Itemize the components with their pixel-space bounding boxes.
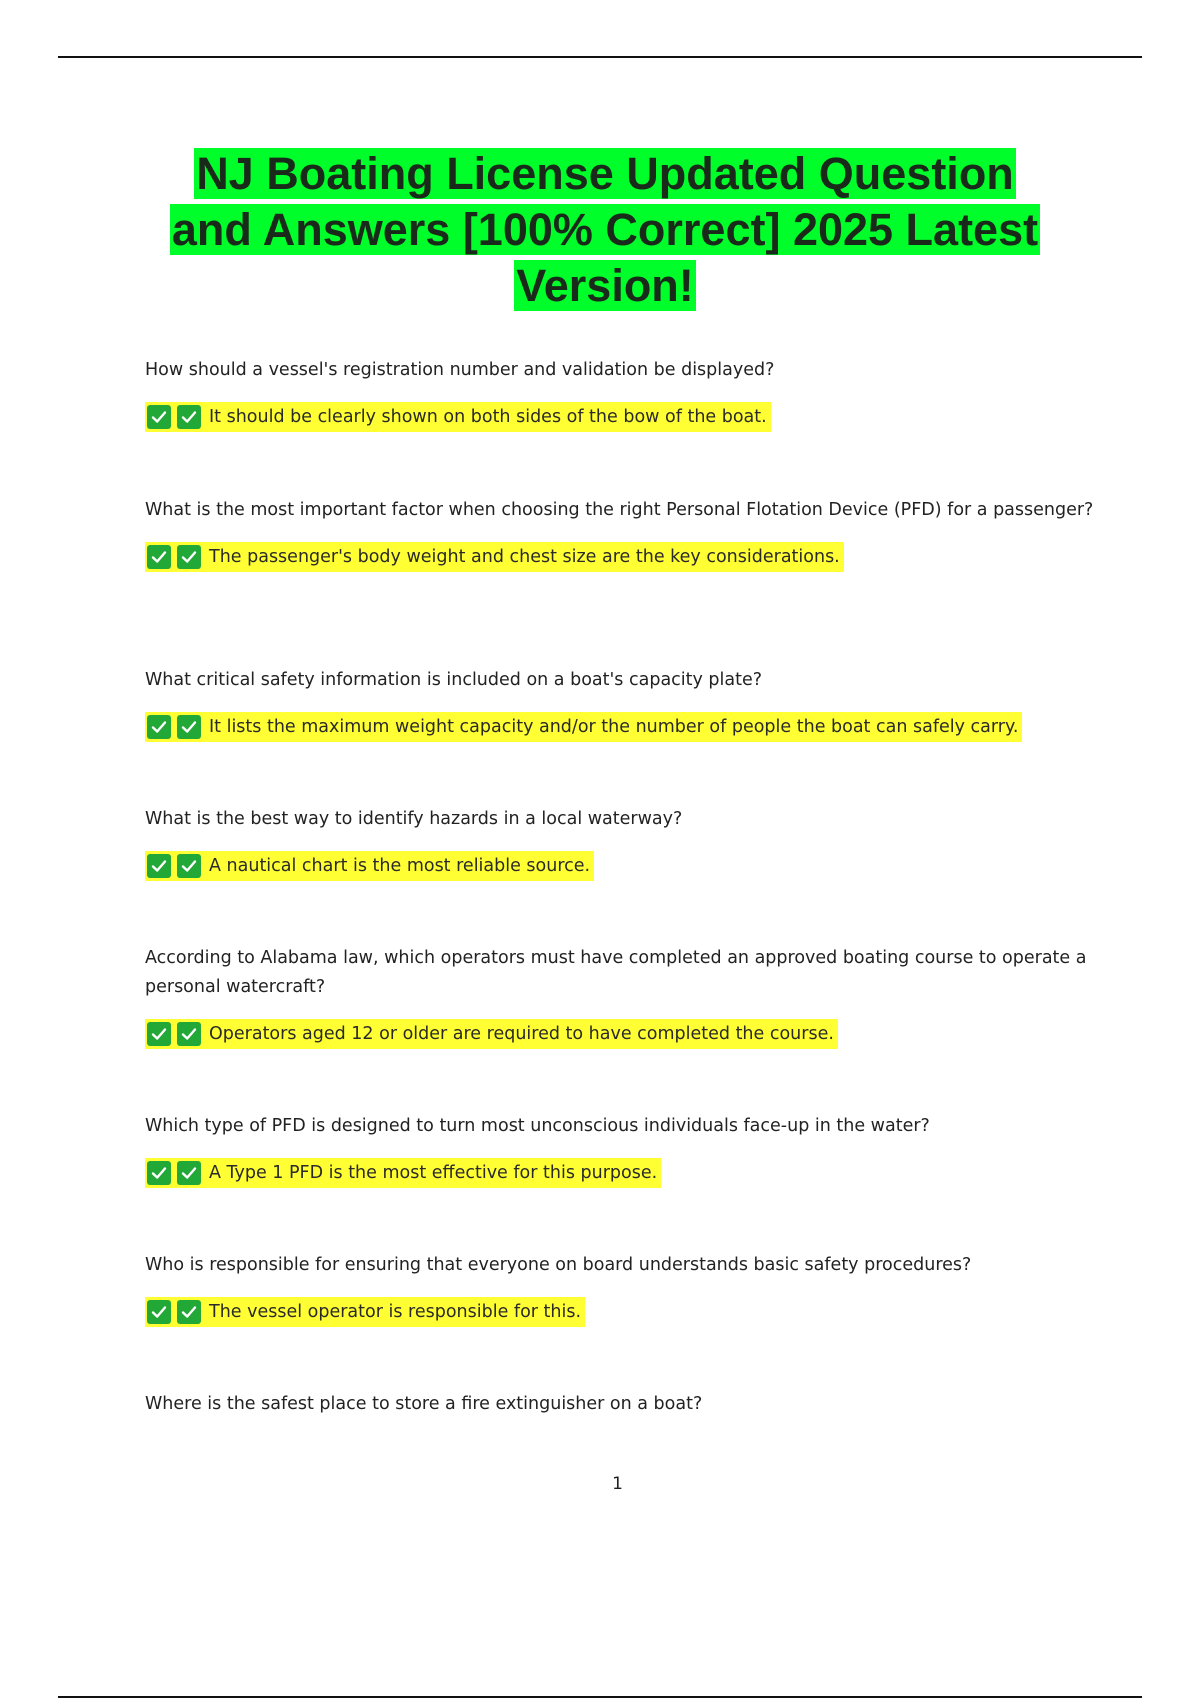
check-box-icon — [147, 405, 171, 429]
qa-item — [145, 496, 1100, 666]
title-line-3: Version! — [516, 260, 694, 311]
answer-row — [145, 542, 844, 572]
answer-text: A Type 1 PFD is the most effective for this purpose. — [209, 1163, 658, 1183]
check-box-icon — [147, 715, 171, 739]
check-box-icon — [177, 1161, 201, 1185]
qa-list — [145, 356, 1100, 1419]
title-line-2: and Answers [100% Correct] 2025 Latest — [171, 204, 1039, 255]
qa-item — [145, 666, 1100, 805]
answer-row — [145, 1297, 585, 1327]
bottom-rule — [58, 1696, 1142, 1698]
answer-row — [145, 1158, 661, 1188]
answer-text: The passenger's body weight and chest size are the key considerations. — [209, 547, 840, 567]
check-box-icon — [147, 545, 171, 569]
check-box-icon — [147, 1022, 171, 1046]
answer-text: Operators aged 12 or older are required to have completed the course. — [209, 1024, 834, 1044]
check-box-icon — [177, 854, 201, 878]
page-title — [130, 146, 1080, 314]
question-text: How should a vessel's registration number and validation be displayed? — [145, 360, 775, 380]
answer-row — [145, 402, 771, 432]
answer-text: It should be clearly shown on both sides of the bow of the boat. — [209, 407, 767, 427]
qa-item — [145, 1112, 1100, 1251]
title-line-1: NJ Boating License Updated Question — [196, 148, 1014, 199]
qa-item — [145, 1390, 1100, 1419]
page-number: 1 — [612, 1474, 623, 1494]
question-text: According to Alabama law, which operators must have completed an approved boating course to operate a personal watercraft? — [145, 948, 1087, 997]
question-text: What is the best way to identify hazards in a local waterway? — [145, 809, 683, 829]
qa-item — [145, 1251, 1100, 1390]
answer-text: The vessel operator is responsible for this. — [209, 1302, 582, 1322]
check-box-icon — [147, 854, 171, 878]
qa-item — [145, 805, 1100, 944]
check-box-icon — [177, 545, 201, 569]
check-box-icon — [177, 1300, 201, 1324]
answer-row — [145, 712, 1022, 742]
check-box-icon — [177, 715, 201, 739]
qa-item — [145, 944, 1100, 1112]
check-box-icon — [147, 1300, 171, 1324]
top-rule — [58, 56, 1142, 58]
qa-item — [145, 356, 1100, 496]
answer-row — [145, 851, 594, 881]
question-text: What is the most important factor when choosing the right Personal Flotation Device (PFD) for a passenger? — [145, 500, 1094, 520]
check-box-icon — [147, 1161, 171, 1185]
question-text: Where is the safest place to store a fire extinguisher on a boat? — [145, 1394, 703, 1414]
question-text: What critical safety information is included on a boat's capacity plate? — [145, 670, 763, 690]
check-box-icon — [177, 405, 201, 429]
answer-row — [145, 1019, 838, 1049]
question-text: Who is responsible for ensuring that everyone on board understands basic safety procedures? — [145, 1255, 972, 1275]
check-box-icon — [177, 1022, 201, 1046]
question-text: Which type of PFD is designed to turn most unconscious individuals face-up in the water? — [145, 1116, 930, 1136]
answer-text: It lists the maximum weight capacity and/or the number of people the boat can safely carry. — [209, 717, 1019, 737]
answer-text: A nautical chart is the most reliable source. — [209, 856, 591, 876]
